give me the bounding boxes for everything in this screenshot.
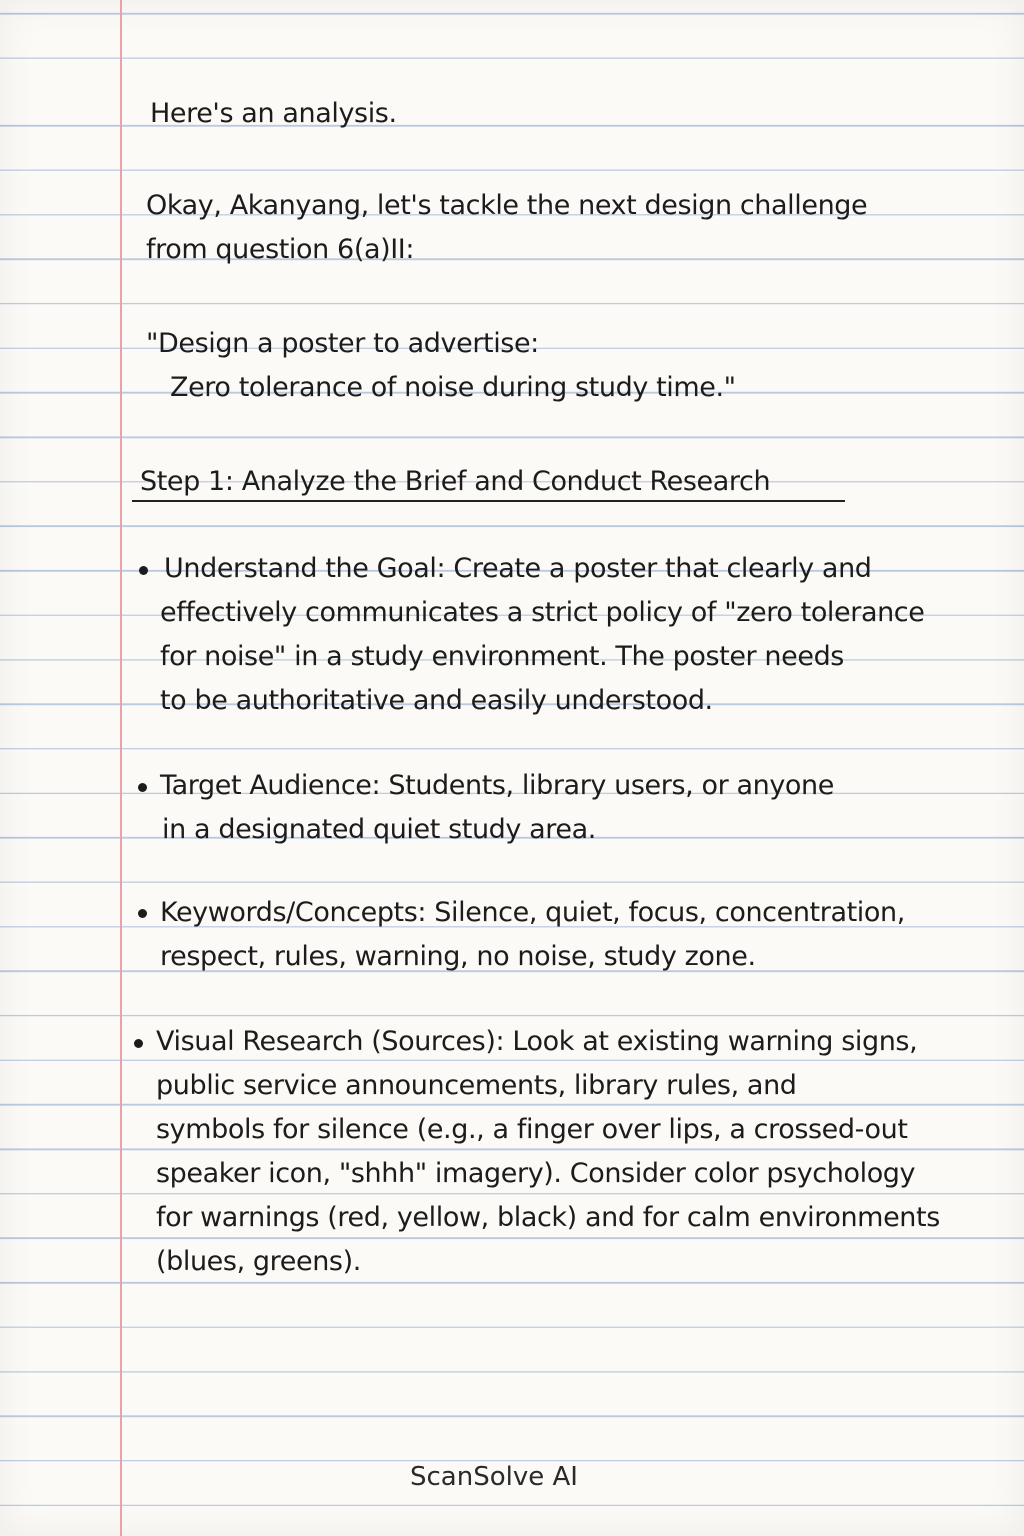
bullet-3-line-1: Keywords/Concepts: Silence, quiet, focus, concentration, — [160, 897, 905, 928]
red-margin-line — [120, 0, 122, 1536]
bullet-1-line-3: for noise" in a study environment. The poster needs — [160, 641, 844, 672]
step-heading: Step 1: Analyze the Brief and Conduct Research — [140, 466, 771, 497]
footer-brand: ScanSolve AI — [410, 1462, 578, 1492]
bullet-4-line-3: symbols for silence (e.g., a finger over lips, a crossed-out — [156, 1114, 908, 1145]
bullet-4-line-1: Visual Research (Sources): Look at existing warning signs, — [156, 1026, 918, 1057]
bullet-2-line-1: Target Audience: Students, library users, or anyone — [160, 770, 834, 801]
bullet-1-line-2: effectively communicates a strict policy of "zero tolerance — [160, 597, 925, 628]
heading-underline — [132, 500, 845, 502]
bullet-dot-icon — [139, 566, 148, 575]
bullet-dot-icon — [134, 1039, 143, 1048]
bullet-4-line-6: (blues, greens). — [156, 1246, 361, 1277]
bullet-dot-icon — [138, 909, 147, 918]
opening-line-2: from question 6(a)II: — [146, 234, 415, 265]
bullet-dot-icon — [138, 783, 147, 792]
intro-line: Here's an analysis. — [150, 98, 397, 129]
bullet-1-line-4: to be authoritative and easily understood. — [160, 685, 713, 716]
bullet-4-line-4: speaker icon, "shhh" imagery). Consider color psychology — [156, 1158, 916, 1189]
bullet-4-line-5: for warnings (red, yellow, black) and for calm environments — [156, 1202, 940, 1233]
bullet-4-line-2: public service announcements, library rules, and — [156, 1070, 797, 1101]
bullet-3-line-2: respect, rules, warning, no noise, study zone. — [160, 941, 756, 972]
opening-line-1: Okay, Akanyang, let's tackle the next design challenge — [146, 190, 868, 221]
bullet-2-line-2: in a designated quiet study area. — [162, 814, 596, 845]
quote-line-2: Zero tolerance of noise during study time." — [170, 372, 736, 403]
bullet-1-line-1: Understand the Goal: Create a poster that clearly and — [164, 553, 872, 584]
quote-line-1: "Design a poster to advertise: — [146, 328, 539, 359]
